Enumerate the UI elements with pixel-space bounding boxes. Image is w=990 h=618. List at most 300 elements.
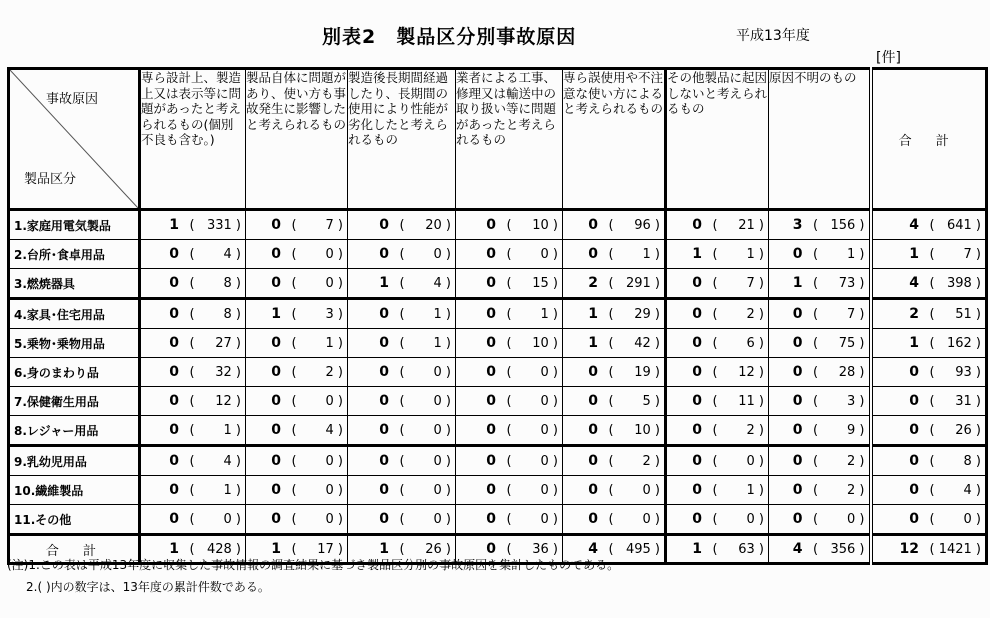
case-count: 2	[909, 306, 919, 322]
column-header: 原因不明のもの	[769, 69, 871, 210]
cumulative-count: ( 31 )	[929, 394, 981, 409]
case-count: 1	[379, 541, 389, 557]
count-cell	[246, 240, 348, 269]
count-cell	[456, 269, 563, 299]
total-cell	[871, 329, 987, 358]
case-count: 1	[588, 306, 598, 322]
table-row	[9, 358, 987, 387]
case-count: 4	[909, 275, 919, 291]
cumulative-count: ( 27 )	[189, 336, 241, 351]
count-cell	[348, 329, 456, 358]
count-cell	[769, 269, 871, 299]
count-cell	[666, 299, 769, 329]
count-cell	[140, 446, 246, 476]
case-count: 0	[379, 393, 389, 409]
case-count: 0	[379, 453, 389, 469]
count-cell	[246, 329, 348, 358]
cumulative-count: ( 7 )	[929, 247, 981, 262]
cumulative-count: ( 0 )	[608, 483, 660, 498]
case-count: 0	[271, 364, 281, 380]
case-count: 0	[379, 217, 389, 233]
header-row	[9, 69, 987, 210]
count-cell	[140, 505, 246, 535]
count-cell	[666, 416, 769, 446]
case-count: 0	[169, 482, 179, 498]
case-count: 0	[486, 275, 496, 291]
case-count: 0	[271, 246, 281, 262]
case-count: 0	[792, 335, 803, 351]
count-cell	[666, 446, 769, 476]
count-cell	[769, 416, 871, 446]
column-header: 業者による工事、修理又は輸送中の取り扱い等に問題があったと考えられるもの	[456, 69, 563, 210]
case-count: 0	[169, 422, 179, 438]
cumulative-count: ( 0 )	[506, 483, 558, 498]
total-cell	[871, 416, 987, 446]
column-header: 専ら誤使用や不注意な使い方によると考えられるもの	[563, 69, 666, 210]
case-count: 0	[588, 364, 598, 380]
cumulative-count: ( 0 )	[399, 454, 451, 469]
footnote-1: (注)1.この表は平成13年度に収集した事故情報の調査結果に基づき製品区分別の事故原因を集計したものである。	[7, 558, 620, 572]
cumulative-count: ( 0 )	[399, 512, 451, 527]
case-count: 0	[588, 422, 598, 438]
product-category-label: 8.レジャー用品	[9, 416, 140, 446]
cumulative-count: ( 162 )	[929, 336, 981, 351]
page-title: 別表2 製品区分別事故原因	[322, 26, 577, 48]
case-count: 1	[792, 275, 803, 291]
product-category-label: 6.身のまわり品	[9, 358, 140, 387]
count-cell	[456, 446, 563, 476]
cumulative-count: ( 0 )	[929, 512, 981, 527]
cumulative-count: ( 10 )	[506, 336, 558, 351]
count-cell	[140, 387, 246, 416]
case-count: 0	[792, 511, 803, 527]
cumulative-count: ( 26 )	[929, 423, 981, 438]
corner-top-label: 事故原因	[46, 92, 99, 107]
cumulative-count: ( 1 )	[399, 307, 451, 322]
case-count: 0	[271, 482, 281, 498]
cumulative-count: ( 0 )	[291, 276, 343, 291]
case-count: 0	[271, 335, 281, 351]
cumulative-count: ( 26 )	[399, 542, 451, 557]
cumulative-count: ( 1 )	[291, 336, 343, 351]
case-count: 0	[588, 393, 598, 409]
product-category-label: 3.燃焼器具	[9, 269, 140, 299]
total-cell	[871, 210, 987, 240]
count-cell	[563, 505, 666, 535]
product-category-label: 10.繊維製品	[9, 476, 140, 505]
count-cell	[348, 505, 456, 535]
case-count: 1	[169, 217, 179, 233]
case-count: 0	[692, 393, 702, 409]
count-cell	[246, 387, 348, 416]
cumulative-count: ( 0 )	[291, 454, 343, 469]
count-cell	[456, 416, 563, 446]
count-cell	[666, 505, 769, 535]
fiscal-year: 平成13年度	[736, 28, 810, 44]
total-column-header: 合 計	[871, 69, 987, 210]
count-cell	[563, 358, 666, 387]
case-count: 0	[379, 482, 389, 498]
count-cell	[456, 240, 563, 269]
case-count: 0	[379, 364, 389, 380]
product-category-label: 合 計	[9, 535, 140, 564]
cumulative-count: ( 1421 )	[929, 542, 981, 557]
count-cell	[769, 329, 871, 358]
cumulative-count: ( 7 )	[813, 307, 865, 322]
case-count: 0	[692, 275, 702, 291]
count-cell	[666, 358, 769, 387]
cumulative-count: ( 0 )	[291, 512, 343, 527]
case-count: 0	[486, 482, 496, 498]
table-row	[9, 329, 987, 358]
count-cell	[246, 476, 348, 505]
case-count: 1	[271, 541, 281, 557]
count-cell	[456, 210, 563, 240]
count-cell	[769, 476, 871, 505]
product-category-label: 2.台所･食卓用品	[9, 240, 140, 269]
table-row	[9, 505, 987, 535]
count-cell	[140, 299, 246, 329]
count-cell	[666, 476, 769, 505]
case-count: 0	[792, 422, 803, 438]
case-count: 0	[792, 393, 803, 409]
total-cell	[871, 387, 987, 416]
case-count: 0	[792, 306, 803, 322]
count-cell	[563, 387, 666, 416]
cumulative-count: ( 0 )	[712, 512, 764, 527]
count-cell	[246, 269, 348, 299]
table-row	[9, 446, 987, 476]
column-header: 製品自体に問題があり、使い方も事故発生に影響したと考えられるもの	[246, 69, 348, 210]
product-category-label: 11.その他	[9, 505, 140, 535]
case-count: 0	[692, 364, 702, 380]
case-count: 0	[588, 453, 598, 469]
count-cell	[563, 210, 666, 240]
count-cell	[456, 329, 563, 358]
count-cell	[140, 240, 246, 269]
case-count: 0	[909, 453, 919, 469]
cumulative-count: ( 28 )	[813, 365, 865, 380]
cumulative-count: ( 0 )	[712, 454, 764, 469]
cumulative-count: ( 0 )	[813, 512, 865, 527]
count-cell	[769, 387, 871, 416]
cumulative-count: ( 15 )	[506, 276, 558, 291]
case-count: 0	[792, 482, 803, 498]
count-cell	[140, 476, 246, 505]
table-row	[9, 476, 987, 505]
cumulative-count: ( 21 )	[712, 218, 764, 233]
cumulative-count: ( 8 )	[929, 454, 981, 469]
case-count: 0	[271, 453, 281, 469]
count-cell	[563, 240, 666, 269]
cumulative-count: ( 398 )	[929, 276, 981, 291]
cumulative-count: ( 428 )	[189, 542, 241, 557]
cumulative-count: ( 1 )	[506, 307, 558, 322]
count-cell	[348, 416, 456, 446]
case-count: 12	[899, 541, 919, 557]
case-count: 0	[692, 422, 702, 438]
count-cell	[666, 269, 769, 299]
case-count: 0	[692, 453, 702, 469]
corner-bottom-label: 製品区分	[24, 172, 77, 187]
count-cell	[246, 446, 348, 476]
case-count: 0	[169, 364, 179, 380]
count-cell	[769, 358, 871, 387]
case-count: 0	[486, 541, 496, 557]
unit-label: [件]	[876, 50, 901, 66]
cumulative-count: ( 20 )	[399, 218, 451, 233]
cumulative-count: ( 4 )	[189, 454, 241, 469]
case-count: 0	[486, 422, 496, 438]
product-category-label: 4.家具･住宅用品	[9, 299, 140, 329]
case-count: 0	[379, 306, 389, 322]
product-category-label: 5.乗物･乗物用品	[9, 329, 140, 358]
count-cell	[769, 299, 871, 329]
case-count: 4	[792, 541, 803, 557]
cumulative-count: ( 0 )	[291, 247, 343, 262]
count-cell	[563, 269, 666, 299]
cumulative-count: ( 156 )	[813, 218, 865, 233]
table-row	[9, 269, 987, 299]
case-count: 3	[792, 217, 803, 233]
cumulative-count: ( 0 )	[506, 247, 558, 262]
case-count: 1	[588, 335, 598, 351]
count-cell	[456, 299, 563, 329]
count-cell	[348, 240, 456, 269]
count-cell	[348, 476, 456, 505]
cumulative-count: ( 0 )	[506, 423, 558, 438]
cumulative-count: ( 1 )	[712, 483, 764, 498]
cumulative-count: ( 42 )	[608, 336, 660, 351]
total-cell	[871, 358, 987, 387]
cumulative-count: ( 0 )	[506, 365, 558, 380]
table-row	[9, 416, 987, 446]
count-cell	[563, 476, 666, 505]
count-cell	[348, 387, 456, 416]
cumulative-count: ( 32 )	[189, 365, 241, 380]
case-count: 0	[692, 511, 702, 527]
case-count: 0	[271, 511, 281, 527]
cumulative-count: ( 63 )	[712, 542, 764, 557]
cumulative-count: ( 11 )	[712, 394, 764, 409]
case-count: 1	[692, 541, 702, 557]
count-cell	[769, 240, 871, 269]
cumulative-count: ( 7 )	[712, 276, 764, 291]
cumulative-count: ( 1 )	[189, 423, 241, 438]
total-cell	[871, 535, 987, 564]
cumulative-count: ( 4 )	[929, 483, 981, 498]
cumulative-count: ( 0 )	[189, 512, 241, 527]
case-count: 0	[271, 393, 281, 409]
count-cell	[140, 416, 246, 446]
cumulative-count: ( 10 )	[608, 423, 660, 438]
case-count: 0	[792, 453, 803, 469]
case-count: 0	[692, 335, 702, 351]
count-cell	[246, 210, 348, 240]
cumulative-count: ( 0 )	[506, 454, 558, 469]
cumulative-count: ( 291 )	[608, 276, 660, 291]
table-row	[9, 387, 987, 416]
count-cell	[246, 358, 348, 387]
cumulative-count: ( 0 )	[399, 247, 451, 262]
count-cell	[246, 505, 348, 535]
total-cell	[871, 269, 987, 299]
column-header: 専ら設計上、製造上又は表示等に問題があったと考えられるもの(個別不良も含む。)	[140, 69, 246, 210]
case-count: 0	[909, 393, 919, 409]
case-count: 0	[486, 453, 496, 469]
count-cell	[666, 535, 769, 564]
cumulative-count: ( 0 )	[506, 394, 558, 409]
case-count: 0	[486, 335, 496, 351]
cumulative-count: ( 51 )	[929, 307, 981, 322]
cumulative-count: ( 2 )	[291, 365, 343, 380]
table-row	[9, 210, 987, 240]
cumulative-count: ( 17 )	[291, 542, 343, 557]
total-cell	[871, 299, 987, 329]
case-count: 0	[379, 246, 389, 262]
case-count: 0	[588, 511, 598, 527]
cumulative-count: ( 356 )	[813, 542, 865, 557]
case-count: 0	[486, 364, 496, 380]
case-count: 1	[271, 306, 281, 322]
count-cell	[246, 416, 348, 446]
case-count: 0	[486, 393, 496, 409]
cumulative-count: ( 3 )	[813, 394, 865, 409]
count-cell	[348, 446, 456, 476]
case-count: 0	[169, 511, 179, 527]
cumulative-count: ( 0 )	[399, 483, 451, 498]
case-count: 0	[379, 335, 389, 351]
cumulative-count: ( 331 )	[189, 218, 241, 233]
case-count: 0	[271, 217, 281, 233]
cumulative-count: ( 1 )	[813, 247, 865, 262]
cumulative-count: ( 0 )	[399, 365, 451, 380]
case-count: 0	[486, 246, 496, 262]
cumulative-count: ( 1 )	[399, 336, 451, 351]
case-count: 0	[379, 511, 389, 527]
cumulative-count: ( 73 )	[813, 276, 865, 291]
case-count: 0	[792, 246, 803, 262]
count-cell	[456, 358, 563, 387]
count-cell	[456, 505, 563, 535]
cumulative-count: ( 0 )	[506, 512, 558, 527]
table-row	[9, 240, 987, 269]
count-cell	[456, 476, 563, 505]
case-count: 0	[169, 393, 179, 409]
cumulative-count: ( 0 )	[291, 394, 343, 409]
case-count: 0	[169, 246, 179, 262]
accident-cause-table	[7, 67, 988, 565]
total-cell	[871, 240, 987, 269]
case-count: 0	[169, 275, 179, 291]
case-count: 0	[692, 482, 702, 498]
count-cell	[666, 210, 769, 240]
case-count: 0	[169, 335, 179, 351]
cumulative-count: ( 2 )	[813, 483, 865, 498]
count-cell	[140, 269, 246, 299]
cumulative-count: ( 0 )	[291, 483, 343, 498]
case-count: 1	[169, 541, 179, 557]
count-cell	[563, 329, 666, 358]
total-cell	[871, 505, 987, 535]
count-cell	[563, 299, 666, 329]
case-count: 0	[692, 306, 702, 322]
cumulative-count: ( 495 )	[608, 542, 660, 557]
cumulative-count: ( 0 )	[399, 423, 451, 438]
case-count: 1	[692, 246, 702, 262]
case-count: 0	[692, 217, 702, 233]
case-count: 0	[588, 246, 598, 262]
cumulative-count: ( 10 )	[506, 218, 558, 233]
cumulative-count: ( 1 )	[608, 247, 660, 262]
case-count: 0	[271, 422, 281, 438]
cumulative-count: ( 3 )	[291, 307, 343, 322]
cumulative-count: ( 641 )	[929, 218, 981, 233]
cumulative-count: ( 19 )	[608, 365, 660, 380]
count-cell	[348, 210, 456, 240]
cumulative-count: ( 4 )	[189, 247, 241, 262]
cumulative-count: ( 96 )	[608, 218, 660, 233]
corner-header-cell	[9, 69, 140, 210]
cumulative-count: ( 8 )	[189, 307, 241, 322]
product-category-label: 9.乳幼児用品	[9, 446, 140, 476]
case-count: 0	[909, 364, 919, 380]
case-count: 4	[588, 541, 598, 557]
count-cell	[769, 505, 871, 535]
cumulative-count: ( 1 )	[712, 247, 764, 262]
case-count: 0	[486, 217, 496, 233]
count-cell	[666, 329, 769, 358]
product-category-label: 7.保健衛生用品	[9, 387, 140, 416]
cumulative-count: ( 75 )	[813, 336, 865, 351]
case-count: 2	[588, 275, 598, 291]
case-count: 0	[588, 482, 598, 498]
cumulative-count: ( 2 )	[608, 454, 660, 469]
footnote-2: 2.( )内の数字は、13年度の累計件数である。	[26, 580, 270, 594]
table-row	[9, 299, 987, 329]
count-cell	[563, 416, 666, 446]
cumulative-count: ( 29 )	[608, 307, 660, 322]
cumulative-count: ( 12 )	[189, 394, 241, 409]
cumulative-count: ( 36 )	[506, 542, 558, 557]
count-cell	[140, 329, 246, 358]
case-count: 0	[486, 511, 496, 527]
count-cell	[769, 535, 871, 564]
count-cell	[348, 358, 456, 387]
count-cell	[769, 210, 871, 240]
case-count: 0	[909, 482, 919, 498]
cumulative-count: ( 4 )	[399, 276, 451, 291]
cumulative-count: ( 4 )	[291, 423, 343, 438]
cumulative-count: ( 2 )	[712, 423, 764, 438]
case-count: 0	[271, 275, 281, 291]
count-cell	[769, 446, 871, 476]
case-count: 4	[909, 217, 919, 233]
case-count: 1	[909, 335, 919, 351]
cumulative-count: ( 93 )	[929, 365, 981, 380]
case-count: 1	[909, 246, 919, 262]
count-cell	[456, 387, 563, 416]
product-category-label: 1.家庭用電気製品	[9, 210, 140, 240]
case-count: 0	[588, 217, 598, 233]
column-header: 製造後長期間経過したり、長期間の使用により性能が劣化したと考えられるもの	[348, 69, 456, 210]
cumulative-count: ( 0 )	[608, 512, 660, 527]
case-count: 0	[909, 422, 919, 438]
count-cell	[140, 210, 246, 240]
case-count: 0	[486, 306, 496, 322]
column-header: その他製品に起因しないと考えられるもの	[666, 69, 769, 210]
total-cell	[871, 446, 987, 476]
